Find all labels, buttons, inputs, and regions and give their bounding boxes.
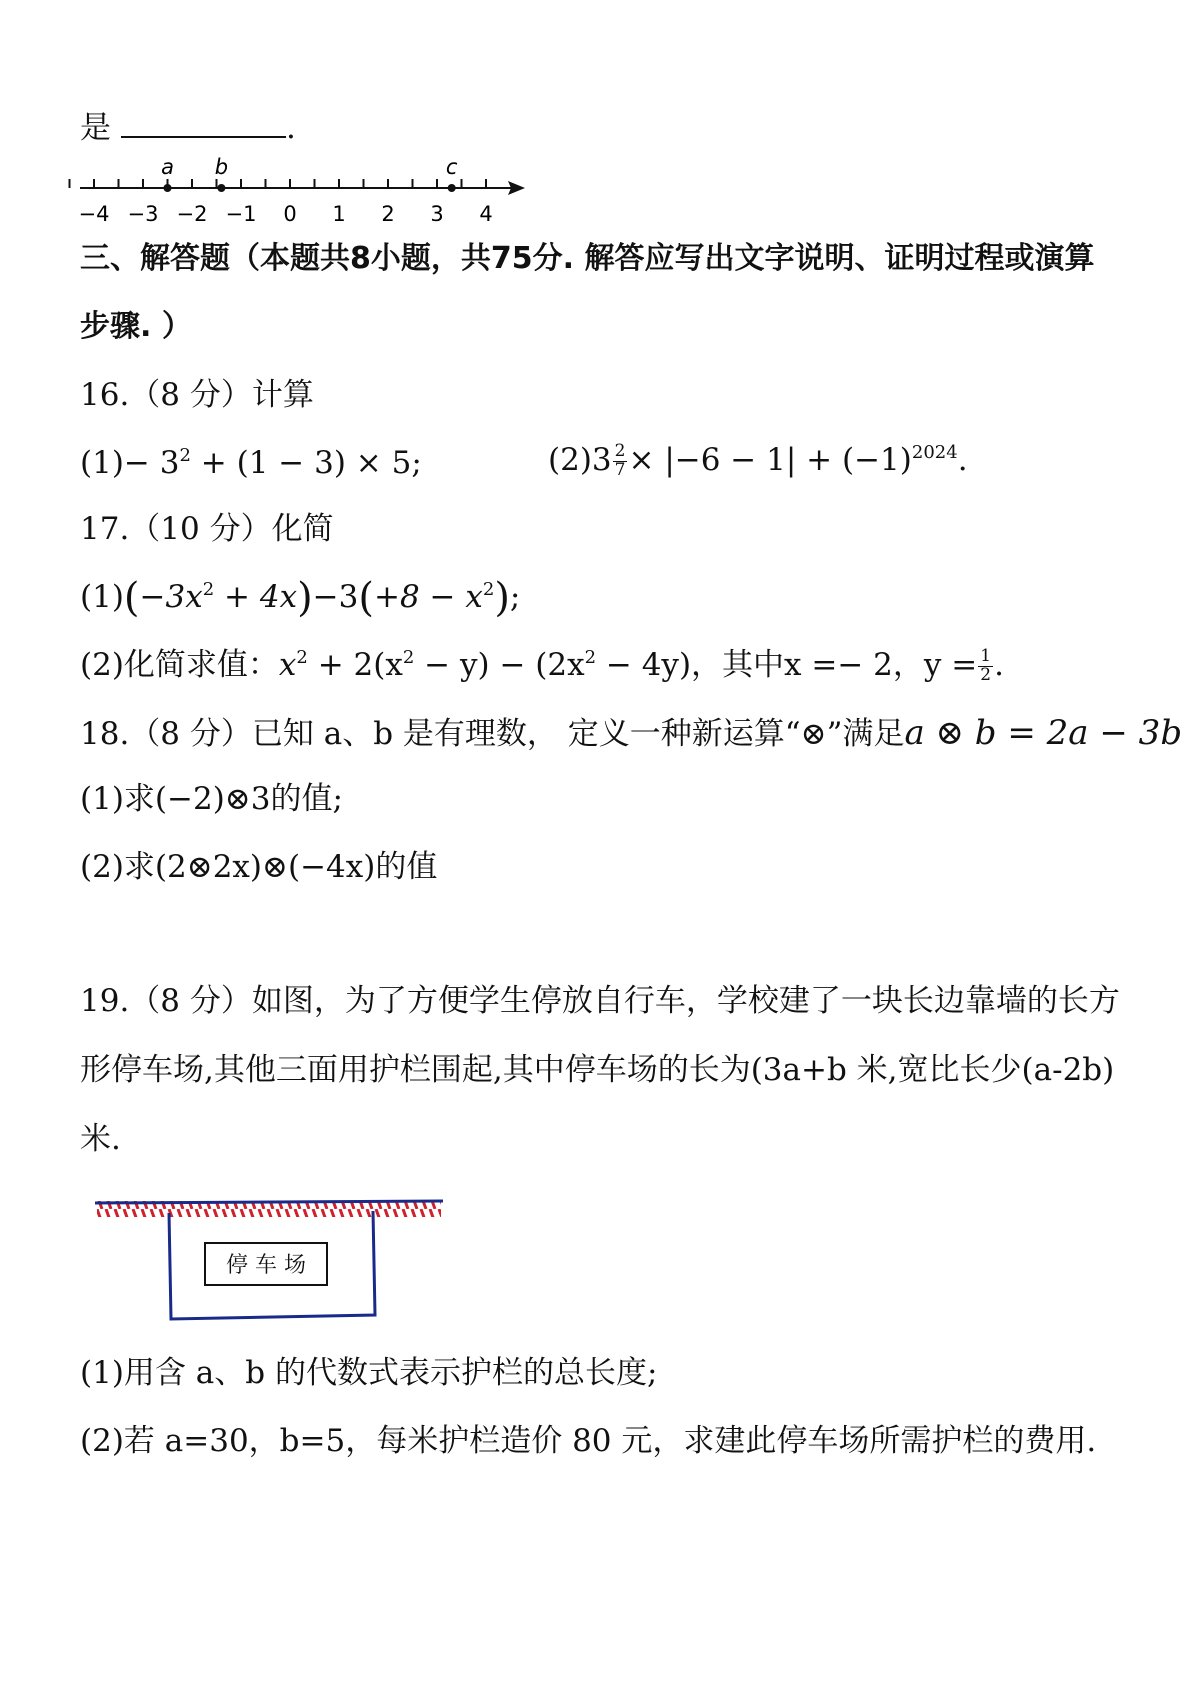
q15-prefix: 是 [80, 110, 111, 146]
q19-part2: (2)若 a=30，b=5，每米护栏造价 80 元，求建此停车场所需护栏的费用. [80, 1423, 1097, 1459]
number-line-point-c [448, 184, 456, 192]
q19-line3: 米. [80, 1121, 121, 1157]
number-line-tick-label: −1 [225, 202, 257, 226]
q15-suffix: . [286, 110, 296, 146]
answer-blank [121, 112, 286, 138]
parking-lot-label: 停 车 场 [226, 1253, 306, 1278]
number-line-point-label: c [445, 155, 458, 179]
number-line-point-label: b [214, 155, 229, 179]
q16-heading: 16.（8 分）计算 [80, 377, 314, 413]
q17-heading: 17.（10 分）化简 [80, 511, 334, 547]
number-line-tick-label: 1 [332, 202, 346, 226]
section-3-title-cont: 步骤. ） [80, 309, 192, 344]
parking-lot-figure [95, 1195, 455, 1330]
q16-part2: (2)3 $\frac{2}{7}$ × $|-6 - 1| + (-1)^{2024}$. [548, 441, 968, 480]
q17-part2: (2)化简求值：$x^2 + 2(x^2 - y) - (2x^2 - 4y)$，其中x =− 2，y = $\frac{1}{2}$ . [80, 646, 1004, 685]
wall-line [95, 1201, 443, 1203]
q18-definition: a ⊗ b = 2a − 3b [904, 713, 1183, 753]
number-line-tick-label: −3 [127, 202, 159, 226]
q15-answer-line [80, 112, 296, 144]
fraction-2-7: $\frac{2}{7}$ [614, 441, 626, 480]
q16-part1: $(1)- 3^2 + (1 - 3) \times 5$; [80, 445, 422, 481]
q17-part1: $(1)(-3x^2 + 4x)-3(+8 - x^2)$; [80, 575, 521, 621]
q18-heading: 18.（8 分）已知 a、b 是有理数， 定义一种新运算“⊗”满足a ⊗ b = 2a − 3b [80, 713, 1183, 753]
number-line-point-label: a [161, 155, 174, 179]
number-line-tick-label: −4 [78, 202, 110, 226]
q18-part1: (1)求(−2)⊗3的值; [80, 781, 343, 817]
number-line-tick-label: 0 [283, 202, 297, 226]
number-line-point-b [217, 184, 225, 192]
number-line-figure [60, 150, 560, 240]
q19-line1: 19.（8 分）如图，为了方便学生停放自行车，学校建了一块长边靠墙的长方 [80, 983, 1120, 1019]
section-3-title: 三、解答题（本题共8小题，共75分. 解答应写出文字说明、证明过程或演算 [80, 241, 1095, 276]
q18-part2: (2)求(2⊗2x)⊗(−4x)的值 [80, 849, 438, 885]
q19-part1: (1)用含 a、b 的代数式表示护栏的总长度; [80, 1355, 658, 1391]
q19-line2: 形停车场,其他三面用护栏围起,其中停车场的长为(3a+b 米,宽比长少(a-2b) [80, 1052, 1115, 1088]
number-line-tick-label: 4 [479, 202, 493, 226]
number-line-tick-label: 3 [430, 202, 444, 226]
number-line-tick-label: −2 [176, 202, 208, 226]
number-line-point-a [164, 184, 172, 192]
fraction-1-2: $\frac{1}{2}$ [980, 646, 992, 685]
number-line-tick-label: 2 [381, 202, 395, 226]
